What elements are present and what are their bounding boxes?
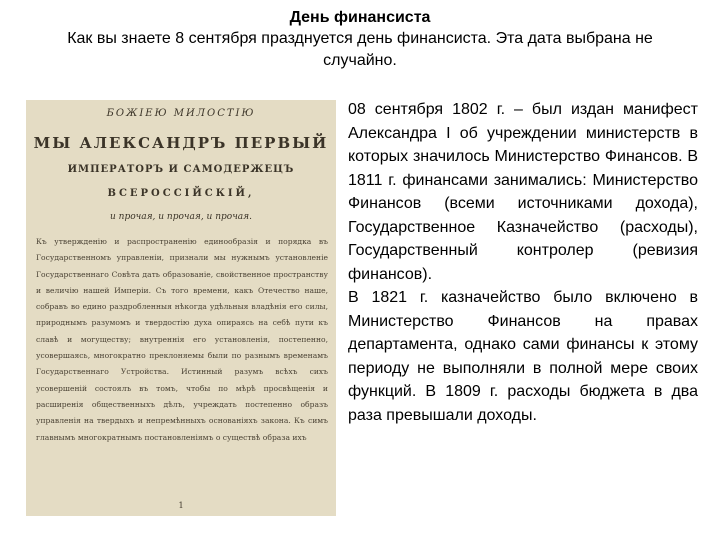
slide-subtitle: Как вы знаете 8 сентября празднуется день финансиста. Эта дата выбрана не случайно. [67, 30, 653, 69]
manifest-page-number: 1 [178, 501, 184, 510]
main-text [348, 98, 698, 427]
manifest-heading-line3: ИМПЕРАТОРЪ И САМОДЕРЖЕЦЪ [67, 164, 295, 175]
manifest-body-text: Къ утвержденію и распространенію единообразія и порядка въ Государственномъ управленіи, признали мы нужнымъ установленіе Государственнаго Совѣта дать образованіе, свойственное пространству и величію нашей Имперіи. Съ того времени, какъ Отечество наше, собравъ во едино раздробленныя нѣкогда удѣльныя владѣнія его силы, природнымъ разумомъ и твердостію духа опираясь на себѣ пути къ славѣ и могуществу; внутреннія его установленія, постепенно, усовершаясь, многократно преклоняемы были по разнымъ временамъ Государственнаго Устройства. Истинный разумъ всѣхъ сихъ усовершеній состоялъ въ томъ, чтобы по мѣрѣ просвѣщенія и расширенія общественныхъ дѣлъ, учреждать постепенно образъ управленія на твердыхъ и непремѣнныхъ основаніяхъ закона. Къ симъ главнымъ многократнымъ постановленіямъ о существѣ образа ихъ [36, 237, 328, 442]
manifest-heading-line1: БОЖІЕЮ МИЛОСТІЮ [106, 108, 256, 119]
manifest-heading-line2: МЫ АЛЕКСАНДРЪ ПЕРВЫЙ [33, 134, 329, 152]
manifest-heading-line4: ВСЕРОССІЙСКІЙ, [107, 188, 255, 199]
manifest-image [26, 100, 336, 516]
slide-title: День финансиста [289, 9, 431, 26]
manifest-heading-line5: и прочая, и прочая, и прочая. [110, 212, 252, 222]
paragraph-1: 08 сентября 1802 г. – был издан манифест Александра I об учреждении министерств в которых значилось Министерство Финансов. В 1811 г. финансами занимались: Министерство Финансов (всеми источниками дохода), Государственное Казначейство (расходы), Государственный контролер (ревизия финансов). [348, 101, 698, 283]
paragraph-2: В 1821 г. казначейство было включено в Министерство Финансов на правах департамента, однако сами финансы к этому периоду не выполняли в полной мере своих функций. В 1809 г. расходы бюджета в два раза превышали доходы. [348, 289, 698, 424]
